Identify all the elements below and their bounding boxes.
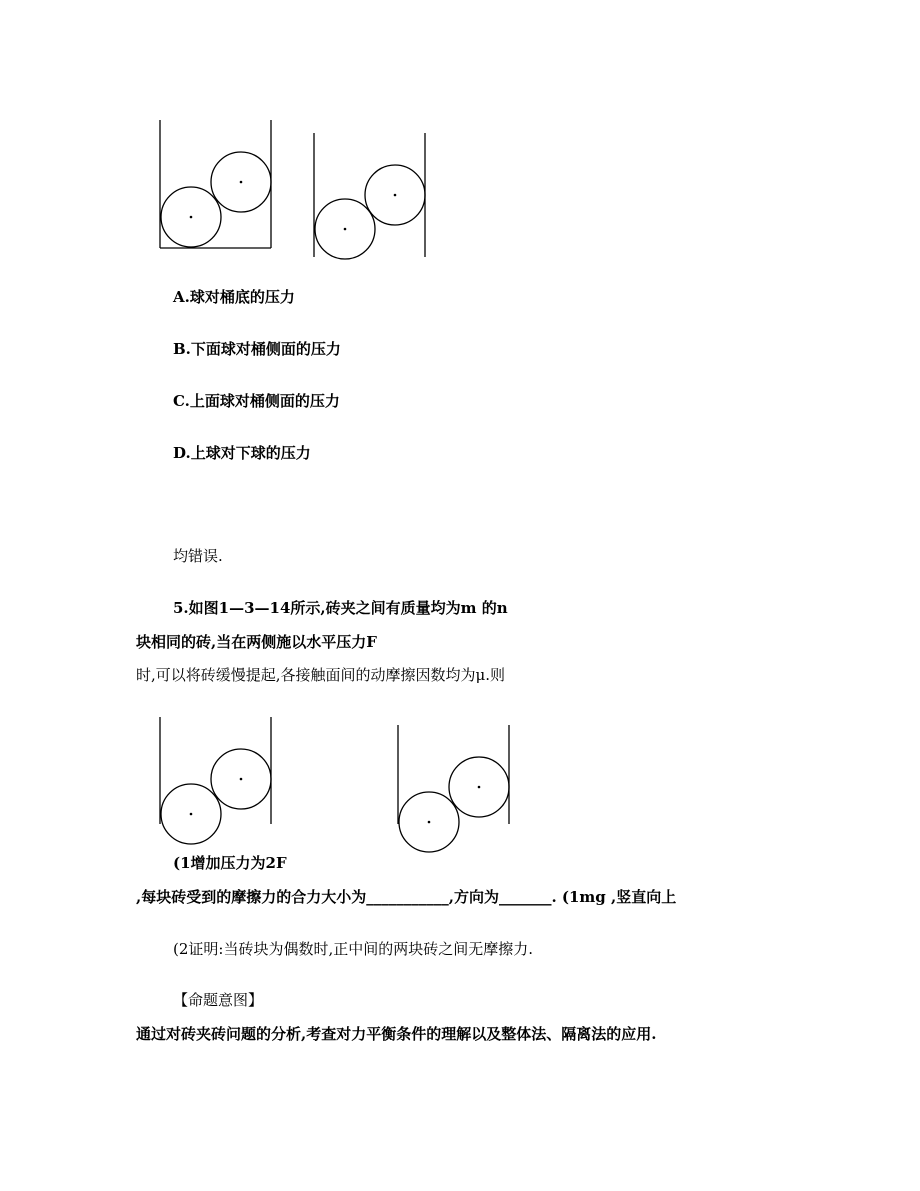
intent-title: 【命题意图】 <box>173 991 264 1009</box>
problem5-line3: 时,可以将砖缓慢提起,各接触面间的动摩擦因数均为μ.则 <box>136 666 506 684</box>
upper-ball-center <box>240 181 243 184</box>
lower-ball-center <box>190 216 193 219</box>
answer-note: 均错误. <box>173 547 223 565</box>
part1-line2: ,每块砖受到的摩擦力的合力大小为___________,方向为_______. (1mg ,竖直向上 <box>136 888 677 906</box>
bucket-with-bottom-figure <box>150 115 282 255</box>
brick-figure-right <box>388 720 520 828</box>
lower-ball-center <box>344 228 347 231</box>
option-a: A.球对桶底的压力 <box>173 288 295 306</box>
part1-line1: (1增加压力为2F <box>173 854 287 872</box>
part2: (2证明:当砖块为偶数时,正中间的两块砖之间无摩擦力. <box>173 940 533 958</box>
problem5-line2: 块相同的砖,当在两侧施以水平压力F <box>136 633 377 651</box>
option-c: C.上面球对桶侧面的压力 <box>173 392 340 410</box>
intent-text: 通过对砖夹砖问题的分析,考查对力平衡条件的理解以及整体法、隔离法的应用. <box>136 1025 657 1043</box>
upper-ball-center <box>394 194 397 197</box>
lower-ball-center <box>190 813 193 816</box>
lower-ball-center <box>428 821 431 824</box>
option-b: B.下面球对桶侧面的压力 <box>173 340 341 358</box>
upper-ball-center <box>478 786 481 789</box>
upper-ball-center <box>240 778 243 781</box>
brick-figure-left <box>150 712 282 828</box>
open-tube-figure <box>304 128 436 262</box>
option-d: D.上球对下球的压力 <box>173 444 311 462</box>
problem5-line1: 5.如图1—3—14所示,砖夹之间有质量均为m 的n <box>173 599 508 617</box>
